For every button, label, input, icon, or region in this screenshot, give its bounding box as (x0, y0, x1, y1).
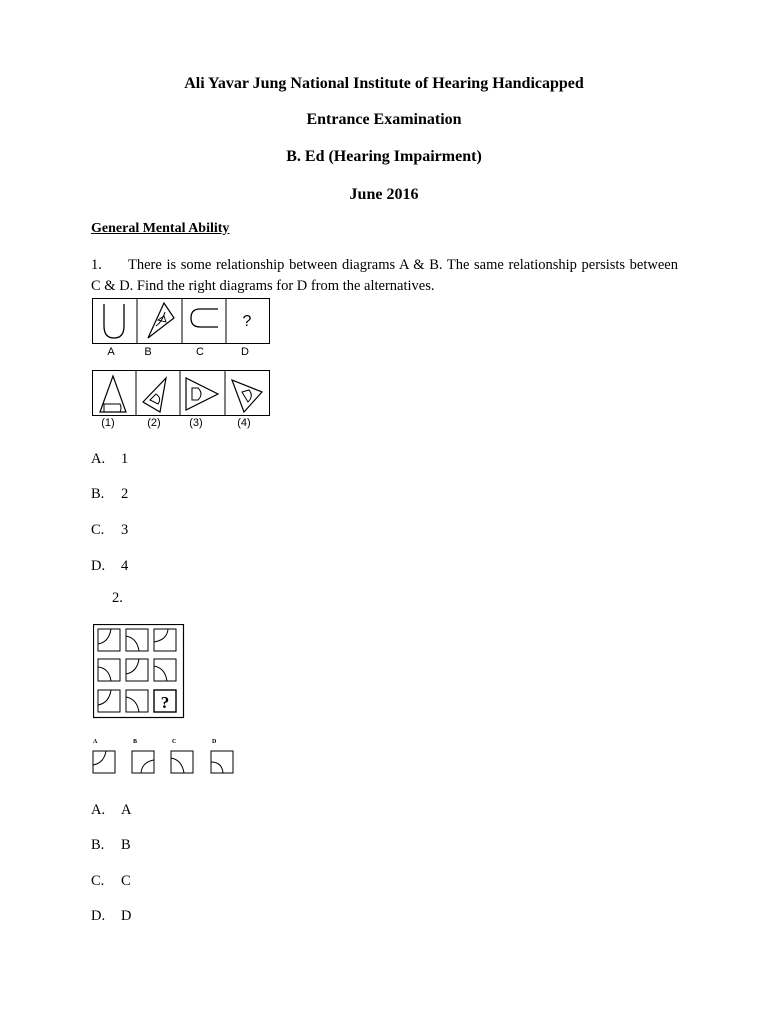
sideways-cone-icon (186, 378, 218, 410)
q1-answer-label-3: (3) (189, 417, 203, 429)
q1-option-d: D. 4 (91, 558, 129, 574)
exam-title: Entrance Examination (306, 111, 462, 128)
q1-problem-label-c: C (196, 346, 204, 358)
question-2-number: 2. (112, 590, 123, 606)
q2-choice-label-d: D (212, 739, 217, 745)
q2-matrix-figure (93, 624, 185, 719)
q1-problem-label-a: A (107, 346, 115, 358)
q1-option-a: A. 1 (91, 451, 129, 467)
q2-choice-label-b: B (133, 739, 138, 745)
u-shape-icon (104, 304, 124, 338)
q1-option-c: C. 3 (91, 522, 129, 538)
question-1 (91, 255, 678, 297)
course-title: B. Ed (Hearing Impairment) (286, 148, 482, 165)
q1-problem-label-b: B (144, 346, 152, 358)
question-1-text: There is some relationship between diagrams A & B. The same relationship persists between C & D. Find the right diagrams for D from the alternatives. (91, 257, 678, 294)
q1-problem-figure (92, 298, 272, 346)
q2-choice-label-c: C (172, 739, 177, 745)
q2-option-c: C. C (91, 873, 131, 889)
q1-question-mark: ? (242, 313, 252, 330)
q2-choices-figure (92, 748, 237, 776)
sideways-u-icon (191, 309, 218, 327)
q2-choice-label-a: A (93, 739, 98, 745)
q1-answer-label-4: (4) (237, 417, 251, 429)
q1-answer-label-1: (1) (101, 417, 115, 429)
q1-problem-label-d: D (241, 346, 249, 358)
q1-answer-label-2: (2) (147, 417, 161, 429)
q2-question-mark: ? (160, 693, 170, 712)
section-title: General Mental Ability (91, 221, 230, 236)
q2-option-d: D. D (91, 908, 132, 924)
q2-option-a: A. A (91, 802, 132, 818)
q1-answer-figure (92, 370, 272, 418)
q2-option-b: B. B (91, 837, 131, 853)
question-1-number: 1. (91, 257, 102, 273)
exam-date: June 2016 (349, 186, 419, 203)
tilted-cone-right-icon (232, 380, 262, 412)
q1-option-b: B. 2 (91, 486, 129, 502)
institute-title: Ali Yavar Jung National Institute of Hearing Handicapped (184, 75, 584, 92)
